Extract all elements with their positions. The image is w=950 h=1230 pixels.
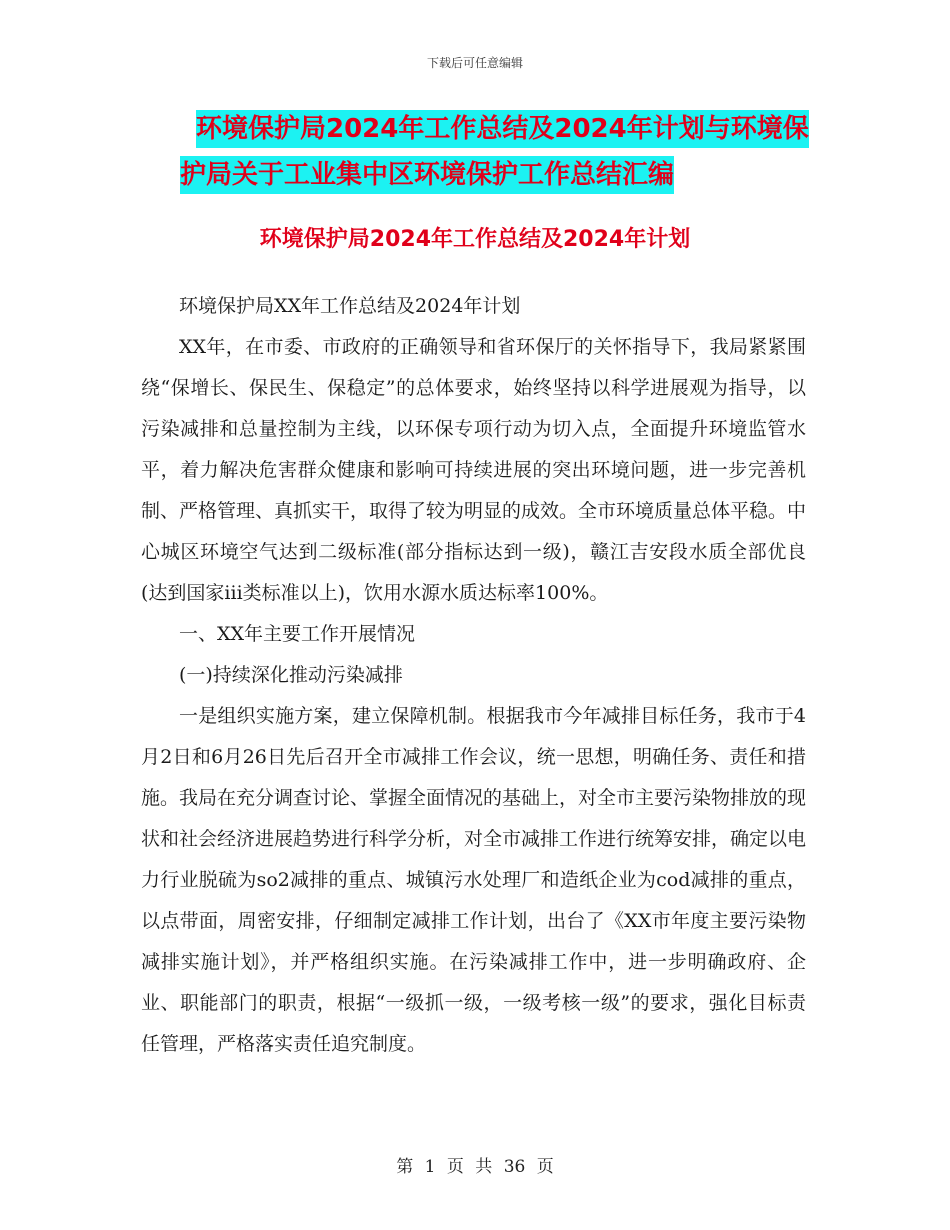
document-title-line-2	[180, 152, 820, 198]
page-footer: 第 1 页 共 36 页	[396, 1157, 554, 1177]
heading-section-1: 一、XX年主要工作开展情况	[179, 623, 416, 645]
document-title-line-1	[180, 106, 820, 152]
paragraph-measures: 一是组织实施方案，建立保障机制。根据我市今年减排目标任务，我市于4月2日和6月26日先后召开全市减排工作会议，统一思想，明确任务、责任和措施。我局在充分调查讨论、掌握全面情况的基础上，对全市主要污染物排放的现状和社会经济进展趋势进行科学分析，对全市减排工作进行统筹安排，确定以电力行业脱硫为so2减排的重点、城镇污水处理厂和造纸企业为cod减排的重点，以点带面，周密安排，仔细制定减排工作计划，出台了《XX市年度主要污染物减排实施计划》，并严格组织实施。在污染减排工作中，进一步明确政府、企业、职能部门的职责，根据“一级抓一级，一级考核一级”的要求，强化目标责任管理，严格落实责任追究制度。	[141, 705, 807, 1055]
paragraph-subtitle: 环境保护局XX年工作总结及2024年计划	[179, 295, 521, 317]
section-title: 环境保护局2024年工作总结及2024年计划	[259, 227, 691, 252]
paragraph-intro: XX年，在市委、市政府的正确领导和省环保厅的关怀指导下，我局紧紧围绕“保增长、保民生、保稳定”的总体要求，始终坚持以科学进展观为指导，以污染减排和总量控制为主线，以环保专项行动为切入点，全面提升环境监管水平，着力解决危害群众健康和影响可持续进展的突出环境问题，进一步完善机制、严格管理、真抓实干，取得了较为明显的成效。全市环境质量总体平稳。中心城区环境空气达到二级标准(部分指标达到一级)，赣江吉安段水质全部优良(达到国家iii类标准以上)，饮用水源水质达标率100%。	[141, 336, 807, 604]
heading-subsection-1: (一)持续深化推动污染减排	[179, 664, 403, 686]
header-note: 下载后可任意编辑	[426, 56, 523, 70]
body-text	[141, 286, 806, 1065]
title-highlight-1: 环境保护局2024年工作总结及2024年计划与环境保	[196, 110, 809, 148]
document-title	[180, 106, 820, 198]
title-highlight-2: 护局关于工业集中区环境保护工作总结汇编	[180, 156, 674, 194]
